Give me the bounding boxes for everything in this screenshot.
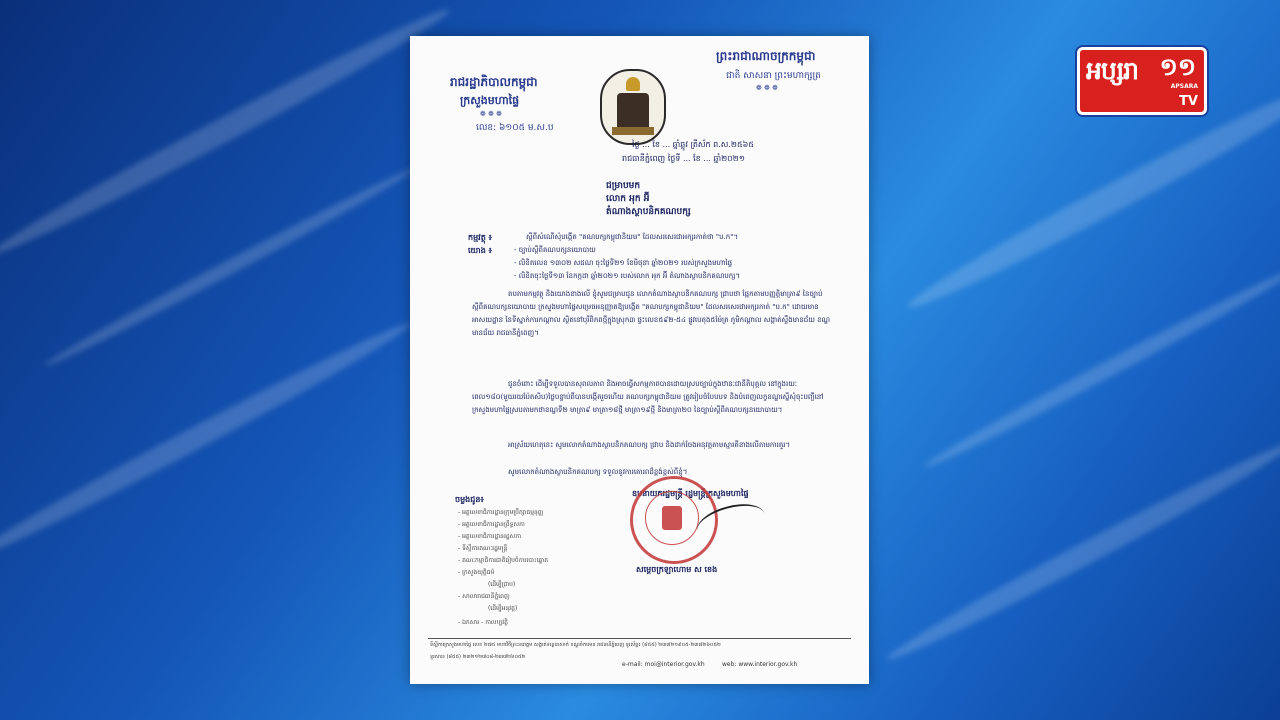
logo-word: អប្សរា (1086, 56, 1139, 85)
reference-number: លេខ: ៦១០៥ ម.ស.ប (476, 123, 554, 133)
cc-item: - អគ្គលេខាធិការដ្ឋានក្រុមប្រឹក្សាធម្មនុញ្ញ (458, 509, 544, 516)
header-department: ក្រសួងមហាផ្ទៃ (460, 94, 520, 107)
reference-item: - លិខិតលេខ ១៣០២ សជណ ចុះថ្ងៃទី២១ ខែមិថុនា ឆ្នាំ២០២១ របស់ក្រសួងមហាផ្ទៃ (514, 259, 733, 267)
cc-item: - ឯកសារ - កាលប្បវត្តិ (458, 619, 508, 626)
cc-item: - អគ្គលេខាធិការដ្ឋានព្រឹទ្ធសភា (458, 521, 525, 528)
closing-paragraph: សូមលោកតំណាងស្ថាបនិកគណបក្ស ទទួលនូវការគោរពដ៏ខ្ពង់ខ្ពស់ពីខ្ញុំ។ (508, 468, 688, 476)
reference-label: យោង ៖ (468, 246, 493, 255)
cc-item: (ដើម្បីជ្រាប) (488, 581, 516, 588)
cc-item: - ទីស្តីការគណៈរដ្ឋមន្ត្រី (458, 545, 508, 552)
header-right-ornament: ❁ ❁ ❁ (756, 84, 779, 92)
background-streak (0, 0, 455, 265)
signer-title: ឧបនាយករដ្ឋមន្ត្រី រដ្ឋមន្ត្រីក្រសួងមហាផ្ទៃ (632, 489, 749, 498)
footer-email: e-mail: moi@interior.gov.kh (622, 661, 705, 668)
signer-name: សម្តេចក្រឡាហោម ស ខេង (636, 565, 718, 574)
footer-web: web: www.interior.gov.kh (722, 661, 798, 668)
cc-item: - សាលារាជធានីភ្នំពេញ (458, 593, 510, 600)
subject-label: កម្មវត្ថុ ៖ (468, 233, 493, 242)
official-letter (410, 36, 869, 684)
footer-address: ទីស្តីការក្រសួងមហាផ្ទៃ លេខ ២៧៥ មហាវិថីព្រះនរោត្តម សង្កាត់ទន្លេបាសាក់ ខណ្ឌចំការមន រាជធានីភ្នំពេញ ទូរស័ព្ទ៖ (៨៥៥) ២៣៧២១៩០៥-២៣៧២៦០៥២ (430, 642, 721, 648)
body-paragraph: អាស្រ័យហេតុនេះ សូមលោកតំណាងស្ថាបនិកគណបក្ស ជ្រាប និងដាក់ចែងអនុវត្តតាមស្មារតីខាងលើតាមការគួរ។ (508, 441, 791, 449)
header-ministry: រាជរដ្ឋាភិបាលកម្ពុជា (450, 75, 538, 89)
cc-item: - គណៈកម្មាធិការជាតិរៀបចំការបោះឆ្នោត (458, 557, 549, 564)
logo-subtitle: APSARA (1170, 83, 1198, 90)
footer-divider (428, 638, 851, 639)
body-paragraph: ជូនចំពោះ ដើម្បីទទួលបានសុពលភាព និងអាចធ្វើសកម្មភាពបានដោយស្របច្បាប់ក្នុងឋានៈជានីតិបុគ្គល នៅក្នុងរយៈពេល១៨០(មួយរយប៉ែតសិប)ថ្ងៃបន្ទាប់ពីបានបង្កើតរួចហើយ គណបក្សកម្ពុជានិយម ត្រូវរៀបចំបែបបទ និងបំពេញលក្ខខណ្ឌស្នើសុំចុះបញ្ជីនៅក្រសួងមហាផ្ទៃស្របតាមកថាខណ្ឌទី២ មាត្រា៩ មាត្រា១៨ថ្មី មាត្រា១៩ថ្មី និងមាត្រា២០ នៃច្បាប់ស្តីពីគណបក្សនយោបាយ។ (472, 380, 824, 414)
cc-item: - ក្រសួងយុត្តិធម៌ (458, 569, 495, 576)
channel-logo (1077, 47, 1207, 115)
date-solar: រាជធានីភ្នំពេញ ថ្ងៃទី ... ខែ ... ឆ្នាំ២០២១ (622, 154, 745, 163)
cc-title: ចម្លងជូន៖ (455, 495, 484, 504)
logo-number: ១១ (1159, 53, 1196, 81)
header-kingdom: ព្រះរាជាណាចក្រកម្ពុជា (716, 49, 816, 63)
reference-item: - ច្បាប់ស្តីពីគណបក្សនយោបាយ (514, 246, 596, 254)
royal-emblem-icon (600, 69, 666, 145)
recipient-greeting: ជម្រាបមក (606, 181, 641, 191)
header-motto: ជាតិ សាសនា ព្រះមហាក្សត្រ (726, 71, 821, 81)
cc-item: - អគ្គលេខាធិការដ្ឋានរដ្ឋសភា (458, 533, 522, 540)
recipient-title: តំណាងស្ថាបនិកគណបក្ស (606, 207, 691, 217)
subject-text: ស្តីពីសំណើសុំបង្កើត "គណបក្សកម្ពុជានិយម" ដែលសរសេរជាអក្សរកាត់ថា "ប.ក"។ (526, 233, 739, 241)
date-lunar: ថ្ងៃ ... ខែ ... ឆ្នាំឆ្លូវ ត្រីស័ក ព.ស.២៥៦៥ (632, 140, 754, 149)
body-paragraph: តបតាមកម្មវត្ថុ និងយោងខាងលើ ខ្ញុំសូមជម្រាបជូន លោកតំណាងស្ថាបនិកគណបក្ស ជ្រាបថា ផ្អែកតាមបញ្ញត្តិមាត្រា៩ នៃច្បាប់ស្តីពីគណបក្សនយោបាយ ក្រសួងមហាផ្ទៃសម្រេចអនុញ្ញាតឱ្យបង្កើត "គណបក្សកម្ពុជានិយម" ដែលសរសេរជាអក្សរកាត់ "ប.ក" ដោយមានអាសយដ្ឋាន នៃទីស្នាក់ការកណ្តាល ស្ថិតនៅបុរីពិភពថ្មីក្នុងស្រុក៣ ផ្ទះលេខ៥៩២-៥៤ ផ្លូវបេតុង៥ម៉ែត្រ ភូមិកណ្តាល សង្កាត់ស្ទឹងមានជ័យ ខណ្ឌមានជ័យ រាជធានីភ្នំពេញ។ (472, 290, 831, 337)
background-streak (882, 433, 1280, 668)
reference-item: - លិខិតចុះថ្ងៃទី១៣ ខែកក្កដា ឆ្នាំ២០២១ របស់លោក អុក អ៊ី តំណាងស្ថាបនិកគណបក្ស។ (514, 272, 740, 280)
recipient-name: លោក អុក អ៊ី (606, 194, 650, 204)
logo-tv: TV (1179, 94, 1198, 109)
footer-fax: ទូរសារ៖ (៨៥៥) ២៣២១២៧០៨-២៣៧២៦០៥២ (430, 654, 526, 660)
cc-item: (ដើម្បីអនុវត្ត) (488, 605, 518, 612)
background-streak (921, 262, 1280, 473)
header-left-ornament: ❁ ❁ ❁ (480, 110, 503, 118)
